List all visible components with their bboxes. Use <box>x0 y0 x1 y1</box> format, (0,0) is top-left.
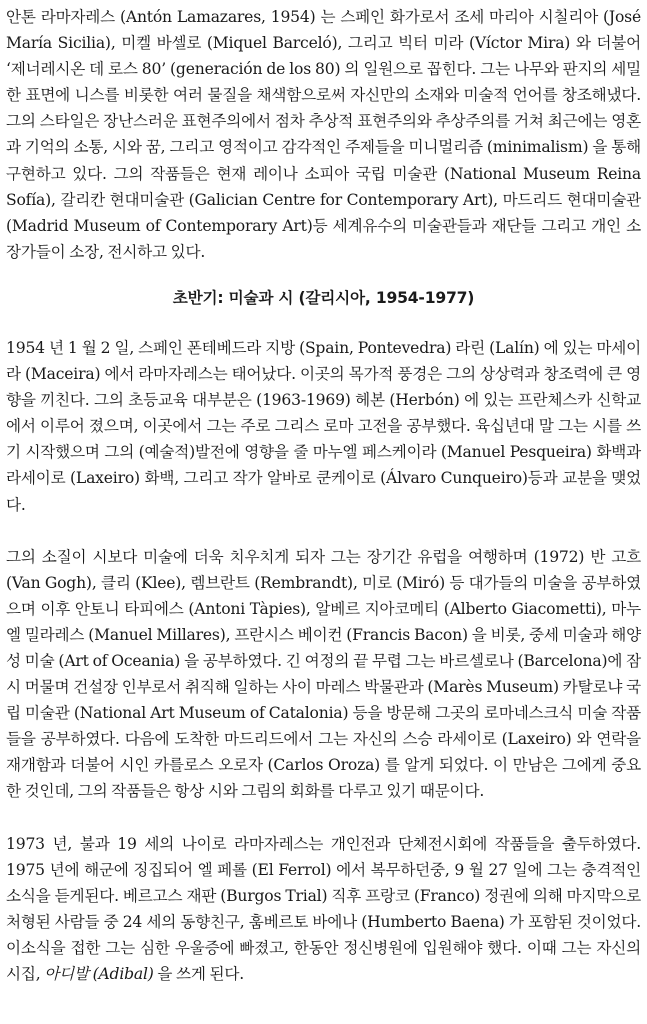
military-service-text-end: 을 쓰게 된다. <box>153 965 245 983</box>
military-service-text: 1973 년, 불과 19 세의 나이로 라마자레스는 개인전과 단체전시회에 작품들을 출두하였다. 1975 년에 해군에 징집되어 엘 페롤 (El Ferrol) 에서 복무하던중, 9 월 27 일에 그는 충격적인 소식을 듣게된다. 베르고스 재판 (Burgos Trial) 직후 프랑코 (Franco) 정권에 의해 마지막으로 처형된 사람들 중 24 세의 동향친구, 훔베르토 바에나 (Humberto Baena) 가 포함된 것이었다. 이소식을 접한 그는 심한 우울증에 빠졌고, 한동안 정신병원에 입원해야 했다. 이때 그는 자신의 시집, <box>6 834 641 983</box>
intro-paragraph: 안톤 라마자레스 (Antón Lamazares, 1954) 는 스페인 화가로서 조세 마리아 시칠리아 (José María Sicilia), 미켈 바셀로 (Miquel Barceló), 그리고 빅터 미라 (Víctor Mira) 와 더불어 ‘제너레시온 데 로스 80’ (generación de los 80) 의 일원으로 꼽힌다. 그는 나무와 판지의 세밀한 표면에 니스를 비롯한 여러 물질을 채색함으로써 자신만의 소재와 미술적 언어를 창조해냈다. 그의 스타일은 장난스러운 표현주의에서 점차 추상적 표현주의와 추상주의를 거쳐 최근에는 영혼과 기억의 소통, 시와 꿈, 그리고 영적이고 감각적인 주제들을 미니멀리즘 (minimalism) 을 통해 구현하고 있다. 그의 작품들은 현재 레이나 소피아 국립 미술관 (National Museum Reina Sofía), 갈리칸 현대미술관 (Galician Centre for Contemporary Art), 마드리드 현대미술관 (Madrid Museum of Contemporary Art)등 세계유수의 미술관들과 재단들 그리고 개인 소장가들이 소장, 전시하고 있다. <box>6 8 641 261</box>
book-title: 아디발 (Adibal) <box>44 965 154 983</box>
early-life-paragraph: 1954 년 1 월 2 일, 스페인 폰테베드라 지방 (Spain, Pontevedra) 라린 (Lalín) 에 있는 마세이라 (Maceira) 에서 라마자레스는 태어났다. 이곳의 목가적 풍경은 그의 상상력과 창조력에 큰 영향을 끼친다. 그의 초등교육 대부분은 (1963-1969) 헤본 (Herbón) 에 있는 프란체스카 신학교에서 이루어 졌으며, 이곳에서 그는 주로 그리스 로마 고전을 공부했다. 육십년대 말 그는 시를 쓰기 시작했으며 그의 (예술적)발전에 영향을 줄 마누엘 페스케이라 (Manuel Pesqueira) 화백과 라세이로 (Laxeiro) 화백, 그리고 작가 알바로 쿤케이로 (Álvaro Cunqueiro)등과 교분을 맺었다. <box>6 338 641 514</box>
europe-travel-paragraph: 그의 소질이 시보다 미술에 더욱 치우치게 되자 그는 장기간 유럽을 여행하며 (1972) 반 고흐 (Van Gogh), 클리 (Klee), 렘브란트 (Rembrandt), 미로 (Miró) 등 대가들의 미술을 공부하였으며 이후 안토니 타피에스 (Antoni Tàpies), 알베르 지아코메티 (Alberto Giacometti), 마누엘 밀라레스 (Manuel Millares), 프란시스 베이컨 (Francis Bacon) 을 비롯, 중세 미술과 해양성 미술 (Art of Oceania) 을 공부하였다. 긴 여정의 끝 무렵 그는 바르셀로나 (Barcelona)에 잠시 머물며 건설장 인부로서 취직해 일하는 사이 마레스 박물관과 (Marès Museum) 카탈로냐 국립 미술관 (National Art Museum of Catalonia) 등을 방문해 그곳의 로마네스크식 미술 작품들을 공부하였다. 다음에 도착한 마드리드에서 그는 자신의 스승 라세이로 (Laxeiro) 와 연락을 재개함과 더불어 시인 카를로스 오로자 (Carlos Oroza) 를 알게 되었다. 이 만남은 그에게 중요한 것인데, 그의 작품들은 항상 시와 그림의 회화를 다루고 있기 때문이다. <box>6 547 641 801</box>
section-heading: 초반기: 미술과 시 (갈리시아, 1954-1977) <box>172 288 475 307</box>
military-service-paragraph <box>6 831 641 988</box>
